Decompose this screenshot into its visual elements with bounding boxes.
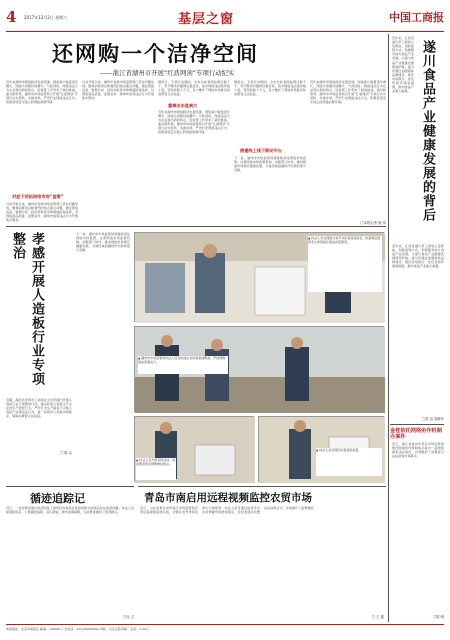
story-right-bottom-title: 金桂依托网络协作机制办案件 xyxy=(390,428,442,441)
lead-col-5: 近年来湖州市网络经济发展迅速，网络商户数量逐年增长，网络交易额持续攀升。与此同时，网络违法行为也呈现出新的特点，给监管工作带来了新的挑战。面对新形势，湖州市市场监管局以开展“红盾网剑”专项行动为契机，多措并举，严厉打击网络违法行为，积极营造安全放心的网络消费环境。 xyxy=(310,80,386,105)
story-bottom-body: 近日，山东省青岛市市南区市场监管局启用远程视频监控系统，对辖区农贸市场实施全天候监管。执法人员可通过监控平台实时掌握市场经营秩序，及时发现并处置违法违规行为，有效提升了监管效能。 xyxy=(140,506,317,515)
page-number: 4 xyxy=(6,8,17,26)
story-mid-byline: □杜 文 xyxy=(122,615,134,619)
column-divider xyxy=(388,34,389,622)
photo-2-caption: ▲ 湖州市市场监管局执法人员在快递企业检查寄递物品，严把网购商品流通关口。 xyxy=(138,356,228,374)
side-right-title: 遂川食品产业健康发展的背后 xyxy=(420,40,435,222)
lead-col-3: 据统计，专项行动期间，全市共检查网站网店数千个，责令整改问题网店数百家，查办网络违法案件数十起，罚没款数十万元，有力维护了网络市场秩序和消费者合法权益。 xyxy=(158,80,230,97)
story-right-bottom-byline: □陈 明 xyxy=(432,615,444,619)
photo-4-caption: ▲ 执法人员在网店检查商品质量。 xyxy=(316,448,382,476)
divider xyxy=(138,486,386,487)
photo-3-caption: ▲ 执法人员开展宣传活动，向消费者普及网购维权知识。 xyxy=(136,458,176,480)
story-mid-title: 循迹追踪记 xyxy=(30,492,85,505)
issue-date: 2017年12月2日 星期六 xyxy=(24,15,68,20)
lead-subtitle: ——浙江省湖州市开展“红盾网剑”专项行动纪实 xyxy=(100,69,235,77)
section-title: 基层之窗 xyxy=(178,12,235,27)
side-right-body: 近年来，江西省遂川县工商局立足职能，创新监管方式，积极服务地方食品产业发展，为遂川食品产业健康发展保驾护航。遂川县通过加强商标品牌建设、规范市场秩序、优化营商环境等措施，推动食品产业做大做强。 xyxy=(392,244,444,269)
story-mid-body: 近日，一位消费者通过电话向某工商所投诉称其在某商场购买的商品存在质量问题。执法人员接到投诉后，立即循迹追踪，深入调查，最终查明真相，为消费者挽回了经济损失。 xyxy=(6,506,134,515)
lead-col-2: 行动开展以来，湖州市各级市场监管部门坚持问题导向，聚焦消费者反映强烈的热点难点问题，通过网络巡查、数据分析、投诉举报等多种渠道排查线索，对网络商品质量、虚假宣传、刷单炒信等违法行为开展集中整治。 xyxy=(82,80,154,101)
lead-subhead-1: 对症下药拓网络市场“监管” xyxy=(12,194,64,199)
lead-byline: □本报记者 施 伟 xyxy=(360,221,386,225)
side-left-title: 孝感开展人造板行业专项整治 xyxy=(10,232,44,386)
footer-info: 本报地址：北京市海淀区 邮编：100000 广告电话：010-00000000 印刷：人民日报印刷厂 定价：1.00元 xyxy=(6,627,150,631)
side-right-byline: □刘 迅 邹晓华 xyxy=(421,417,444,421)
photo-1-caption: ▲ 执法人员在网络交易平台检查商品信息，核查网店经营者主体资格及商品质量情况。 xyxy=(308,236,382,292)
side-left-byline: □ 陈 汉 xyxy=(59,451,72,455)
story-right-bottom-body: 近日，浙江省杭州市某区市场监管局依托网络协作机制成功查办一起网络销售违法案件，有效维护了消费者合法权益和市场秩序。 xyxy=(392,442,444,459)
divider xyxy=(6,226,386,227)
lead-title: 还网购一个洁净空间 xyxy=(52,41,259,66)
story-bottom-title: 青岛市南启用远程视频监控农贸市场 xyxy=(144,492,312,504)
divider xyxy=(6,486,134,487)
lead-subhead-3: 搭建线上线下联动平台 xyxy=(240,148,282,153)
side-right-intro: 近年来，江西省遂川县工商局立足职能，创新监管方式，积极服务地方食品产业发展，为遂川食品产业健康发展保驾护航。遂川县通过加强商标品牌建设、规范市场秩序、优化营商环境等措施，推动食品产业做大做强。 xyxy=(392,36,414,94)
newspaper-brand: 中国工商报 xyxy=(389,11,444,24)
lead-col-4b: 下一步，湖州市市场监管局将继续深化网络市场监管，完善网络市场监管机制，加强部门协作，推动网络市场规范健康发展，为建设诚信湖州作出新的更大贡献。 xyxy=(234,156,306,173)
footer-rule xyxy=(6,624,444,625)
lead-subhead-2: 重拳出击显威力 xyxy=(168,103,198,108)
divider xyxy=(390,424,444,425)
story-bottom-byline: □ 王 健 xyxy=(371,615,384,619)
mid-left-body: 下一步，湖州市市场监管局将继续深化网络市场监管，完善网络市场监管机制，加强部门协作，推动网络市场规范健康发展，为建设诚信湖州作出新的更大贡献。 xyxy=(76,232,130,253)
side-left-body: 近期，湖北省孝感市工商局在全市范围内开展人造板行业专项整治行动，重点检查人造板生产企业的生产经营行为，严厉打击生产销售不合格人造板产品等违法行为，进一步规范人造板市场秩序，保障消费者合法权益。 xyxy=(6,398,72,419)
lead-col-1b: 行动开展以来，湖州市各级市场监管部门坚持问题导向，聚焦消费者反映强烈的热点难点问题，通过网络巡查、数据分析、投诉举报等多种渠道排查线索，对网络商品质量、虚假宣传、刷单炒信等违法行为开展集中整治。 xyxy=(6,202,78,223)
lead-col-3b: 近年来湖州市网络经济发展迅速，网络商户数量逐年增长，网络交易额持续攀升。与此同时，网络违法行为也呈现出新的特点，给监管工作带来了新的挑战。面对新形势，湖州市市场监管局以开展“红盾网剑”专项行动为契机，多措并举，严厉打击网络违法行为，积极营造安全放心的网络消费环境。 xyxy=(158,110,230,135)
lead-col-1: 近年来湖州市网络经济发展迅速，网络商户数量逐年增长，网络交易额持续攀升。与此同时，网络违法行为也呈现出新的特点，给监管工作带来了新的挑战。面对新形势，湖州市市场监管局以开展“红盾网剑”专项行动为契机，多措并举，严厉打击网络违法行为，积极营造安全放心的网络消费环境。 xyxy=(6,80,78,105)
page-header xyxy=(6,6,444,32)
lead-col-4: 据统计，专项行动期间，全市共检查网站网店数千个，责令整改问题网店数百家，查办网络违法案件数十起，罚没款数十万元，有力维护了网络市场秩序和消费者合法权益。 xyxy=(234,80,306,97)
